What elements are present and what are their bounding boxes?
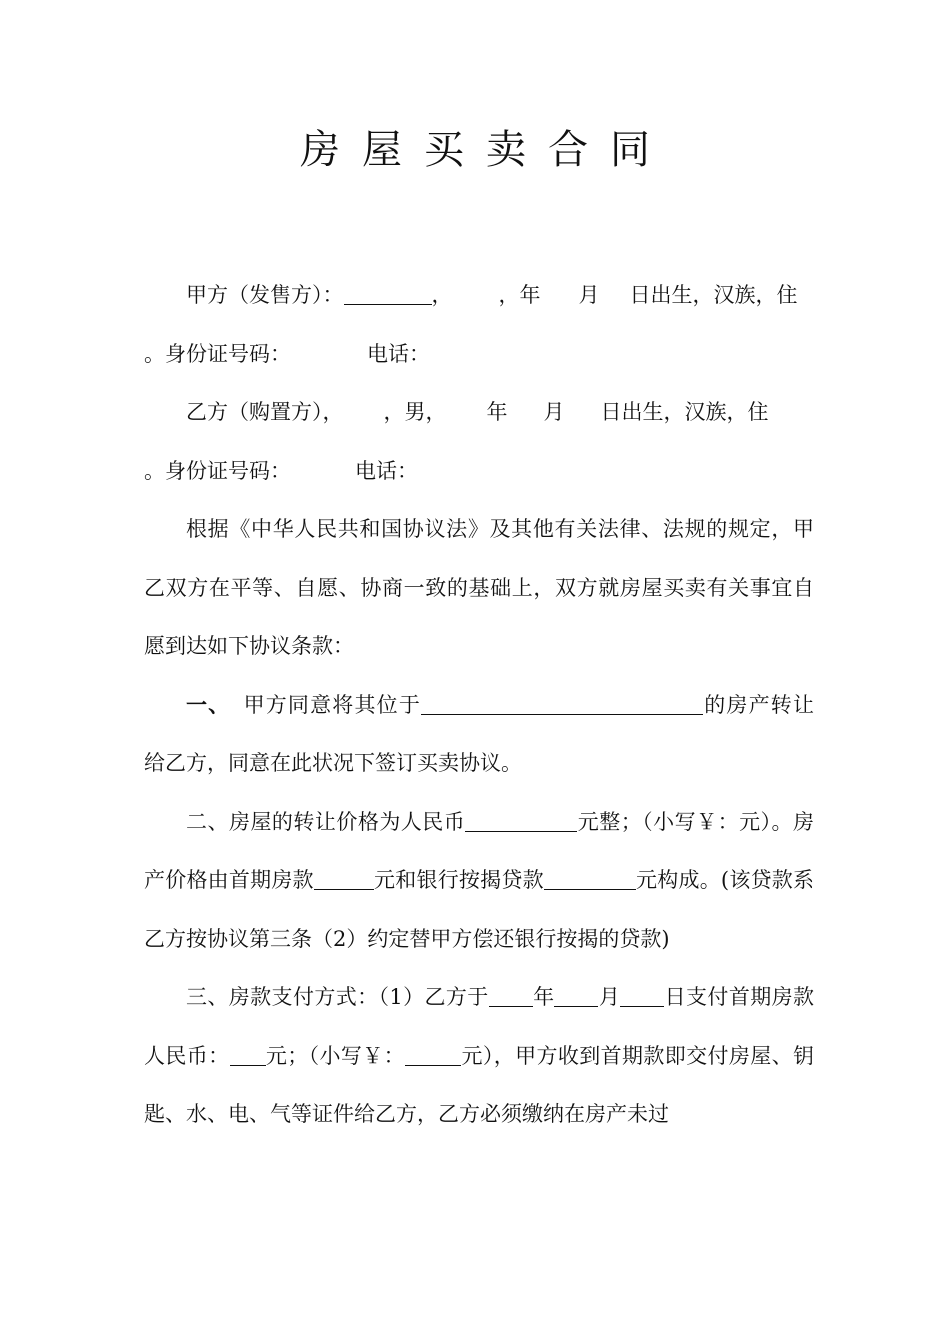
party-b-id-line (144, 442, 814, 501)
party-b-phone-label: 电话： (355, 458, 418, 483)
party-a-name-blank (344, 283, 432, 305)
clause-1-text-a: 甲方同意将其位于 (242, 692, 422, 717)
party-a-id-line (144, 325, 814, 384)
party-a-label: 甲方（发售方）： (186, 283, 344, 307)
party-a-sep1: ， (431, 283, 453, 307)
party-a-paragraph (144, 266, 814, 325)
clause-3-text-a: 三、房款支付方式：（1）乙方于 (186, 985, 489, 1009)
party-b-label: 乙方（购置方）， (186, 400, 344, 424)
clause-2-down-payment-blank (314, 868, 374, 890)
clause-3-text-b: 日支付首期房款人民币： (144, 985, 814, 1068)
clause-3-day-blank (620, 985, 664, 1007)
clause-2-text-c: 元）。房产价格由首期房款 (144, 809, 815, 892)
party-a-day: 日出生，汉族，住 (629, 283, 798, 307)
party-a-id-label: 。身份证号码： (144, 341, 291, 366)
party-b-paragraph (144, 383, 814, 442)
clause-3-amount-blank (230, 1044, 266, 1066)
document-title: 房屋买卖合同 (300, 127, 672, 173)
clause-1-location-blank (421, 693, 703, 715)
party-b-day: 日出生，汉族，住 (600, 400, 769, 424)
clause-2-text-d: 元和银行按揭贷款 (373, 868, 544, 892)
party-a-month: 月 (578, 283, 600, 307)
clause-3-paragraph (144, 968, 814, 1144)
document-body (144, 266, 814, 1144)
clause-1-text-b: 的房产转让给乙方，同意在此状况下签订买卖协议。 (144, 692, 814, 775)
clause-2-text-a: 二、房屋的转让价格为人民币 (186, 809, 466, 834)
party-a-year: ，年 (498, 283, 541, 307)
clause-2-text-b: 元整；（小写￥： (577, 809, 740, 834)
clause-1-paragraph (144, 676, 814, 793)
clause-2-price-blank (465, 810, 577, 832)
clause-1-number: 一、 (186, 691, 231, 717)
clause-3-text-d: 元），甲方收到首期款即交付房屋、钥匙、水、电、气等证件给乙方，乙方必须缴纳在房产未过 (144, 1043, 815, 1126)
party-b-month: 月 (543, 400, 565, 424)
clause-3-year-blank (489, 985, 533, 1007)
clause-3-month: 月 (598, 985, 621, 1009)
clause-3-amount-small-blank (405, 1044, 461, 1066)
party-b-year: 年 (486, 400, 508, 424)
preamble-paragraph: 根据《中华人民共和国协议法》及其他有关法律、法规的规定，甲乙双方在平等、自愿、协商一致的基础上，双方就房屋买卖有关事宜自愿到达如下协议条款： (144, 517, 814, 658)
party-b-id-label: 。身份证号码： (144, 458, 291, 483)
clause-3-year: 年 (532, 985, 555, 1009)
clause-2-paragraph (144, 793, 814, 969)
party-b-gender: ，男， (383, 400, 447, 424)
clause-3-text-c: 元；（小写￥： (265, 1043, 406, 1068)
clause-2-loan-blank (544, 868, 636, 890)
party-a-phone-label: 电话： (367, 341, 430, 366)
clause-3-month-blank (554, 985, 598, 1007)
clause-2-text-e: 元构成。(该贷款系乙方按协议第三条（2）约定替甲方偿还银行按揭的贷款) (144, 868, 815, 951)
